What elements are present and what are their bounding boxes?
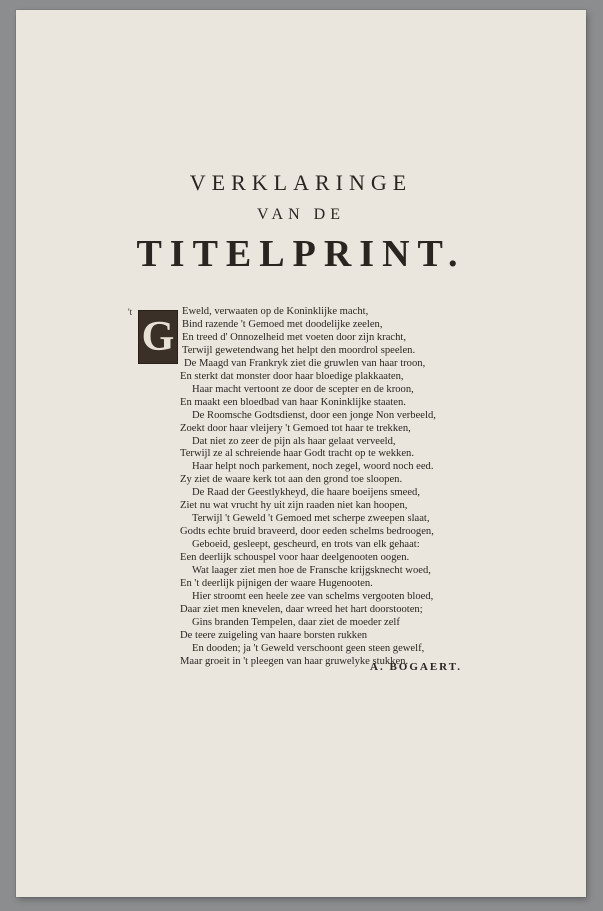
- signature: A. BOGAERT.: [370, 661, 463, 673]
- poem-line: Terwijl gewetendwang het helpt den moordrol speelen.: [182, 344, 416, 356]
- poem-line: Maar groeit in 't pleegen van haar gruwelyke stukken.: [180, 655, 409, 667]
- poem: [128, 306, 508, 669]
- poem-line: Haar helpt noch parkement, noch zegel, woord noch eed.: [192, 461, 434, 473]
- poem-line: En sterkt dat monster door haar bloedige plakkaaten,: [180, 370, 404, 382]
- poem-line: De Maagd van Frankryk ziet die gruwlen van haar troon,: [184, 357, 426, 369]
- poem-prefix: 't: [128, 307, 133, 317]
- poem-line: Zoekt door haar vleijery 't Gemoed tot haar te trekken,: [180, 422, 411, 434]
- poem-line: Godts echte bruid braveerd, door eeden schelms bedroogen,: [180, 526, 434, 538]
- poem-line: Terwijl 't Geweld 't Gemoed met scherpe zweepen slaat,: [192, 513, 430, 525]
- title-line-1: VERKLARINGE: [189, 170, 413, 195]
- poem-line: Geboeid, gesleept, gescheurd, en trots van elk gehaat:: [192, 539, 420, 551]
- poem-line: Daar ziet men knevelen, daar wreed het hart doorstooten;: [180, 603, 423, 615]
- poem-line: En treed d' Onnozelheid met voeten door zijn kracht,: [182, 331, 407, 343]
- poem-line: De Roomsche Godtsdienst, door een jonge Non verbeeld,: [192, 409, 436, 421]
- poem-line: De Raad der Geestlykheyd, die haare boeijens smeed,: [192, 487, 420, 499]
- poem-line: En maakt een bloedbad van haar Koninklijke staaten.: [180, 396, 406, 408]
- poem-line: Bind razende 't Gemoed met doodelijke zeelen,: [182, 318, 383, 330]
- poem-line: Ziet nu wat vrucht hy uit zijn raaden niet kan hoopen,: [180, 500, 408, 512]
- drop-cap-initial: G: [138, 310, 178, 364]
- poem-line: En dooden; ja 't Geweld verschoont geen steen gewelf,: [192, 642, 425, 654]
- poem-line: Een deerlijk schouspel voor haar deelgenooten oogen.: [180, 552, 410, 564]
- poem-line: Haar macht vertoont ze door de scepter en de kroon,: [192, 383, 414, 395]
- poem-line: Dat niet zo zeer de pijn als haar gelaat verveeld,: [192, 435, 396, 447]
- poem-line: Eweld, verwaaten op de Koninklijke macht,: [182, 306, 369, 317]
- poem-line: Terwijl ze al schreiende haar Godt tracht op te wekken.: [180, 448, 414, 460]
- title-line-3: TITELPRINT.: [136, 233, 466, 275]
- poem-line: Gins branden Tempelen, daar ziet de moeder zelf: [192, 616, 400, 628]
- document-page: [16, 10, 586, 897]
- poem-line: En 't deerlijk pijnigen der waare Hugenooten.: [180, 578, 373, 590]
- poem-line: Hier stroomt een heele zee van schelms vergooten bloed,: [192, 590, 434, 602]
- poem-line: De teere zuigeling van haare borsten rukken: [180, 629, 368, 641]
- title-line-2: VAN DE: [257, 206, 345, 223]
- poem-line: Wat laager ziet men hoe de Fransche krijgsknecht woed,: [192, 565, 431, 577]
- poem-line: Zy ziet de waare kerk tot aan den grond toe sloopen.: [180, 474, 403, 486]
